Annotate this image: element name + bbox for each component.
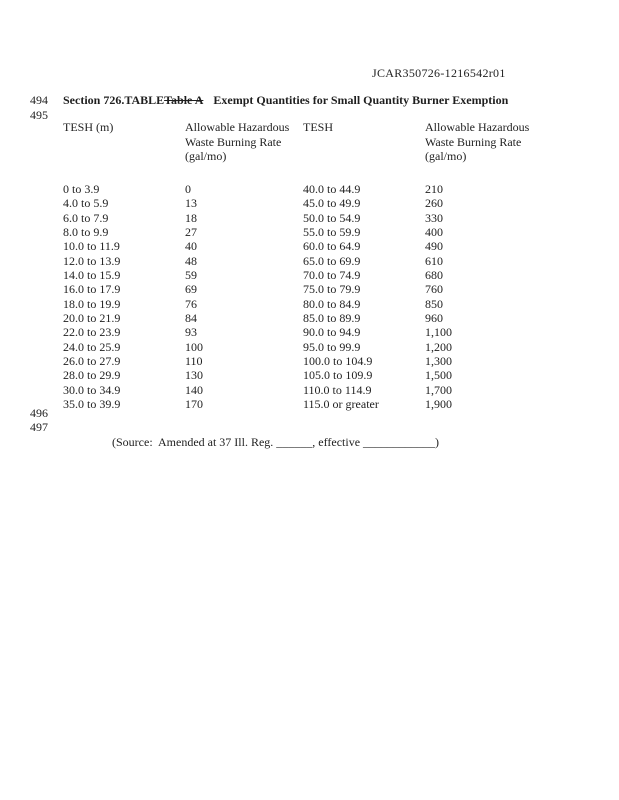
table-cell-c2: 110 <box>185 354 203 369</box>
table-cell-c1: 14.0 to 15.9 <box>63 268 121 283</box>
table-cell-c4: 760 <box>425 282 443 297</box>
table-cell-c3: 65.0 to 69.9 <box>303 253 361 268</box>
table-cell-c3: 60.0 to 64.9 <box>303 239 361 254</box>
header-rate-right: Allowable Hazardous Waste Burning Rate (gal/mo) <box>425 120 530 163</box>
table-cell-c1: 10.0 to 11.9 <box>63 239 120 254</box>
table-cell-c1: 20.0 to 21.9 <box>63 311 121 326</box>
table-cell-c3: 90.0 to 94.9 <box>303 325 361 340</box>
table-cell-c3: 115.0 or greater <box>303 397 379 412</box>
table-cell-c3: 100.0 to 104.9 <box>303 354 373 369</box>
table-cell-c3: 45.0 to 49.9 <box>303 196 361 211</box>
table-row <box>63 354 540 368</box>
table-cell-c4: 1,700 <box>425 382 452 397</box>
table-row <box>63 311 540 325</box>
table-row <box>63 239 540 253</box>
table-cell-c3: 105.0 to 109.9 <box>303 368 373 383</box>
table-cell-c4: 210 <box>425 182 443 196</box>
source-text-mid: , effective <box>312 435 364 449</box>
table-cell-c1: 0 to 3.9 <box>63 182 100 196</box>
source-text-suffix: ) <box>435 435 440 449</box>
table-header <box>63 120 540 182</box>
table-cell-c4: 400 <box>425 225 443 240</box>
table-row <box>63 254 540 268</box>
table-cell-c1: 16.0 to 17.9 <box>63 282 121 297</box>
source-line <box>100 420 439 465</box>
table-cell-c3: 110.0 to 114.9 <box>303 382 372 397</box>
table-cell-c1: 18.0 to 19.9 <box>63 296 121 311</box>
table-row <box>63 211 540 225</box>
table-cell-c3: 85.0 to 89.9 <box>303 311 361 326</box>
table-cell-c1: 28.0 to 29.9 <box>63 368 121 383</box>
table-cell-c2: 13 <box>185 196 197 211</box>
table-cell-c4: 680 <box>425 268 443 283</box>
table-cell-c2: 100 <box>185 339 203 354</box>
table-cell-c1: 24.0 to 25.9 <box>63 339 121 354</box>
table-cell-c3: 70.0 to 74.9 <box>303 268 361 283</box>
line-number-496: 496 <box>30 406 48 420</box>
table-cell-c4: 330 <box>425 210 443 225</box>
section-title-text: Exempt Quantities for Small Quantity Burner Exemption <box>213 93 509 107</box>
source-blank-effective-date: ____________ <box>363 435 436 449</box>
table-cell-c4: 1,500 <box>425 368 452 383</box>
header-tesh-right: TESH <box>303 120 333 134</box>
table-cell-c3: 50.0 to 54.9 <box>303 210 361 225</box>
table-cell-c2: 69 <box>185 282 197 297</box>
table-cell-c4: 490 <box>425 239 443 254</box>
table-cell-c1: 8.0 to 9.9 <box>63 225 109 240</box>
line-number-494: 494 <box>30 93 48 107</box>
table-row <box>63 182 540 196</box>
header-tesh-left: TESH (m) <box>63 120 114 134</box>
table-cell-c3: 40.0 to 44.9 <box>303 182 361 196</box>
table-row <box>63 297 540 311</box>
table-cell-c1: 30.0 to 34.9 <box>63 382 121 397</box>
section-title-struck-text: Table A <box>164 93 204 107</box>
table-row <box>63 282 540 296</box>
table-cell-c2: 93 <box>185 325 197 340</box>
table-cell-c3: 75.0 to 79.9 <box>303 282 361 297</box>
table-cell-c4: 960 <box>425 311 443 326</box>
exempt-quantities-table <box>63 120 540 412</box>
table-row <box>63 397 540 411</box>
table-row <box>63 225 540 239</box>
source-text-prefix: (Source: Amended at 37 Ill. Reg. <box>112 435 277 449</box>
table-row <box>63 268 540 282</box>
table-cell-c2: 76 <box>185 296 197 311</box>
table-cell-c2: 140 <box>185 382 203 397</box>
table-cell-c1: 26.0 to 27.9 <box>63 354 121 369</box>
table-cell-c1: 4.0 to 5.9 <box>63 196 109 211</box>
table-cell-c1: 22.0 to 23.9 <box>63 325 121 340</box>
header-rate-left: Allowable Hazardous Waste Burning Rate (gal/mo) <box>185 120 290 163</box>
section-title <box>63 93 608 108</box>
line-number-495: 495 <box>30 108 48 122</box>
table-cell-c4: 850 <box>425 296 443 311</box>
table-cell-c3: 95.0 to 99.9 <box>303 339 361 354</box>
table-row <box>63 325 540 339</box>
table-cell-c2: 84 <box>185 311 197 326</box>
table-cell-c4: 1,200 <box>425 339 452 354</box>
table-cell-c2: 27 <box>185 225 197 240</box>
table-cell-c2: 18 <box>185 210 197 225</box>
table-cell-c3: 80.0 to 84.9 <box>303 296 361 311</box>
table-cell-c2: 170 <box>185 397 203 412</box>
table-cell-c2: 130 <box>185 368 203 383</box>
section-title-prefix: Section 726.TABLE <box>63 93 165 107</box>
table-cell-c2: 0 <box>185 182 191 196</box>
table-cell-c1: 35.0 to 39.9 <box>63 397 121 412</box>
table-cell-c2: 48 <box>185 253 197 268</box>
table-cell-c1: 6.0 to 7.9 <box>63 210 109 225</box>
table-header-row <box>63 120 540 182</box>
table-cell-c4: 260 <box>425 196 443 211</box>
table-cell-c4: 1,300 <box>425 354 452 369</box>
source-blank-reg-number: ______ <box>276 435 313 449</box>
jcar-document-number: JCAR350726-1216542r01 <box>372 66 506 80</box>
table-cell-c4: 610 <box>425 253 443 268</box>
table-row <box>63 383 540 397</box>
table-cell-c4: 1,900 <box>425 397 452 412</box>
table-body <box>63 182 540 412</box>
table-cell-c3: 55.0 to 59.9 <box>303 225 361 240</box>
table-cell-c1: 12.0 to 13.9 <box>63 253 121 268</box>
table-cell-c2: 59 <box>185 268 197 283</box>
table-row <box>63 340 540 354</box>
table-row <box>63 368 540 382</box>
line-number-497: 497 <box>30 420 48 434</box>
table-cell-c2: 40 <box>185 239 197 254</box>
table-row <box>63 196 540 210</box>
table-cell-c4: 1,100 <box>425 325 452 340</box>
